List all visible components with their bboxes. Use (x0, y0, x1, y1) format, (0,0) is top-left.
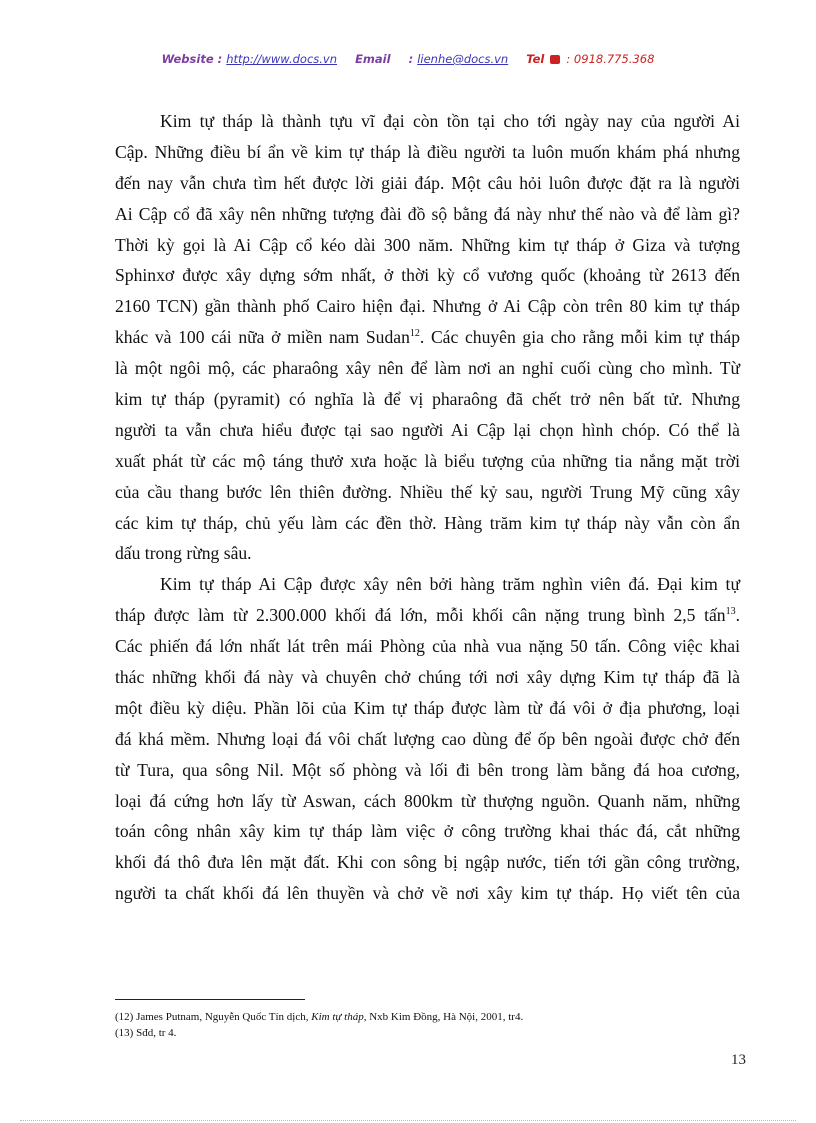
text-line: người ta chất khối đá lên thuyền và chở về nơi xây kim tự tháp. Họ viết tên của (115, 883, 740, 904)
footnote-book-title: Kim tự tháp (311, 1011, 364, 1023)
text-line: đá khá mềm. Nhưng loại đá vôi chất lượng cao dùng để ốp bên ngoài được chở đến (115, 728, 740, 749)
page-bottom-border (20, 1120, 796, 1121)
text-line: thác những khối đá này và chuyên chở chúng tới nơi xây dựng Kim tự tháp đã là (115, 667, 740, 688)
page-number: 13 (731, 1052, 746, 1068)
tel-number: : 0918.775.368 (566, 52, 655, 66)
footnote-ref-12[interactable]: 12 (409, 328, 420, 340)
email-link[interactable]: lienhe@docs.vn (417, 52, 509, 66)
text-line: dấu trong rừng sâu. (115, 543, 252, 564)
text-segment: tháp được làm từ 2.300.000 khối đá lớn, mỗi khối cân nặng trung bình 2,5 tấn (115, 605, 726, 626)
page-header (0, 52, 816, 66)
text-line: Kim tự tháp Ai Cập được xây nên bởi hàng trăm nghìn viên đá. Đại kim tự (160, 574, 740, 595)
website-link[interactable]: http://www.docs.vn (226, 52, 338, 66)
text-line: là một ngôi mộ, các pharaông xây nên để làm nơi an nghỉ cuối cùng cho mình. Từ (115, 358, 740, 379)
footnote-text: , Nxb Kim Đồng, Hà Nội, 2001, tr4. (363, 1011, 524, 1023)
text-line: từ Tura, qua sông Nil. Một số phòng và lối đi bên trong làm bằng đá hoa cương, (115, 759, 740, 780)
text-line: một điều kỳ diệu. Phần lõi của Kim tự tháp được làm từ đá vôi ở địa phương, loại (115, 697, 740, 718)
text-line: Cập. Những điều bí ẩn về kim tự tháp là điều người ta luôn muốn khám phá nhưng (115, 141, 740, 162)
text-line: Sphinxơ được xây dựng sớm nhất, ở thời kỳ cổ vương quốc (khoảng từ 2613 đến (115, 265, 740, 286)
text-segment: khác và 100 cái nữa ở miền nam Sudan (115, 327, 410, 348)
footnote-text: (12) James Putnam, Nguyễn Quốc Tín dịch, (115, 1011, 312, 1023)
text-line: các kim tự tháp, chủ yếu làm các đền thờ. Hàng trăm kim tự tháp này vẫn còn ẩn (115, 512, 740, 533)
paragraph-1 (115, 106, 740, 569)
text-line: Kim tự tháp là thành tựu vĩ đại còn tồn tại cho tới ngày nay của người Ai (160, 111, 740, 131)
text-line: Thời kỳ gọi là Ai Cập cổ kéo dài 300 năm. Những kim tự tháp ở Giza và tượng (115, 234, 740, 255)
footnote-ref-13[interactable]: 13 (725, 606, 736, 618)
footnote-12 (115, 1009, 755, 1025)
tel-label: Tel (526, 52, 545, 66)
text-segment: . Các chuyên gia cho rằng mỗi kim tự tháp (419, 327, 740, 348)
text-line: của cầu thang bước lên thiên đường. Nhiều thế kỷ sau, người Trung Mỹ cũng xây (115, 481, 740, 502)
text-line: loại đá cứng hơn lấy từ Aswan, cách 800km từ thượng nguồn. Quanh năm, những (115, 790, 740, 811)
text-line: Ai Cập cổ đã xây nên những tượng đài đồ sộ bằng đá này như thế nào và để làm gì? (115, 203, 740, 224)
text-line: 2160 TCN) gần thành phố Cairo hiện đại. Nhưng ở Ai Cập còn trên 80 kim tự tháp (115, 296, 740, 317)
footnote-13: (13) Sđd, tr 4. (115, 1027, 177, 1039)
body-text (115, 106, 740, 909)
website-label: Website : (161, 52, 223, 66)
paragraph-2 (115, 569, 740, 909)
text-line-with-footnote (115, 322, 740, 353)
phone-icon (550, 55, 560, 64)
text-line: kim tự tháp (pyramit) có nghĩa là để vị pharaông đã chết trở nên bất tử. Nhưng (115, 389, 740, 410)
text-line: đến nay vẫn chưa tìm hết được lời giải đáp. Một câu hỏi luôn được đặt ra là người (115, 172, 740, 193)
text-line-with-footnote (115, 600, 740, 631)
footnote-separator (115, 999, 305, 1000)
email-separator: : (408, 52, 414, 66)
text-line: xuất phát từ các mộ táng thưở xưa hoặc là biểu tượng của những tia nắng mặt trời (115, 450, 740, 471)
footnotes (115, 1009, 755, 1041)
text-line: người ta vẫn chưa hiểu được tại sao người Ai Cập lại chọn hình chóp. Có thể là (115, 419, 740, 440)
text-line: toán công nhân xây kim tự tháp làm việc ở công trường khai thác đá, cắt những (115, 821, 740, 842)
text-segment: . (735, 605, 740, 626)
text-line: Các phiến đá lớn nhất lát trên mái Phòng của nhà vua nặng 50 tấn. Công việc khai (115, 636, 740, 657)
text-line: khối đá thô đưa lên mặt đất. Khi con sông bị ngập nước, tiến tới gần công trường, (115, 852, 740, 873)
email-label: Email (355, 52, 391, 66)
